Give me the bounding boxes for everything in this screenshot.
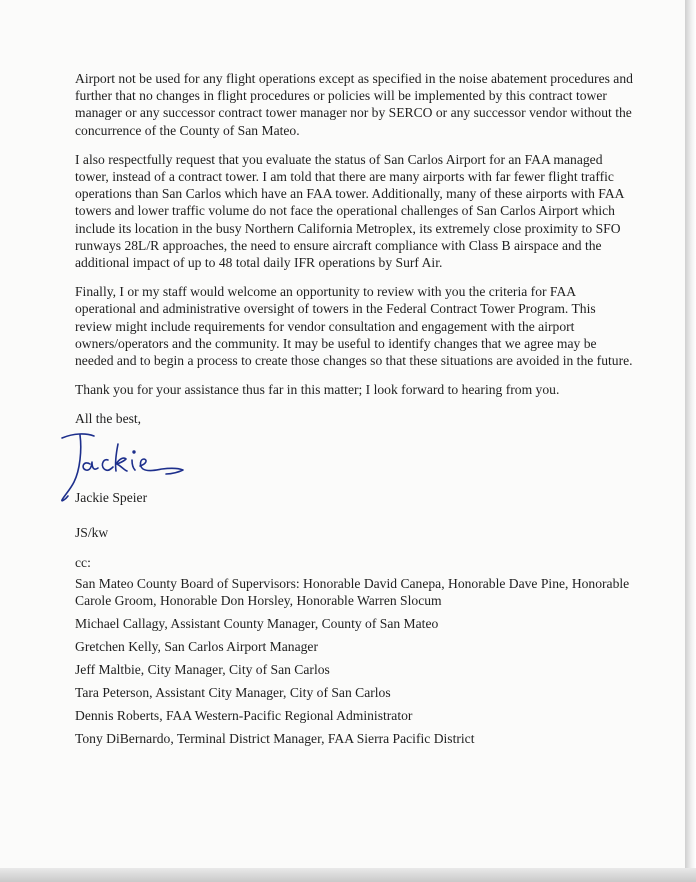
closing: All the best,: [75, 411, 142, 427]
paragraph-thank-you: Thank you for your assistance thus far in this matter; I look forward to hearing from you.: [75, 382, 560, 398]
cc-item: Dennis Roberts, FAA Western-Pacific Regional Administrator: [75, 708, 413, 723]
cc-list: [75, 575, 640, 753]
signer-name: Jackie Speier: [75, 490, 148, 505]
typist-initials: JS/kw: [75, 525, 109, 540]
cc-item: San Mateo County Board of Supervisors: Honorable David Canepa, Honorable Dave Pine, Honorable Carole Groom, Honorable Don Horsley, Honorable Warren Slocum: [75, 576, 630, 608]
cc-item: Jeff Maltbie, City Manager, City of San Carlos: [75, 662, 330, 677]
letter-body: [75, 70, 635, 440]
paragraph-noise-abatement: Airport not be used for any flight operations except as specified in the noise abatement procedures and further that no changes in flight procedures or policies will be implemented by this contract tower manager or any successor contract tower manager nor by SERCO or any successor vendor without the concurrence of the County of San Mateo.: [75, 71, 633, 138]
scan-edge-right: [685, 0, 696, 882]
cc-label: cc:: [75, 555, 91, 570]
cc-item: Tara Peterson, Assistant City Manager, City of San Carlos: [75, 685, 391, 700]
paragraph-faa-tower-request: I also respectfully request that you evaluate the status of San Carlos Airport for an FAA managed tower, instead of a contract tower. I am told that there are many airports with far fewer flight traffic operations than San Carlos which have an FAA tower. Additionally, many of these airports with FAA towers and lower traffic volume do not face the operational challenges of San Carlos Airport which include its location in the busy Northern California Metroplex, its extremely close proximity to SFO runways 28L/R approaches, the need to ensure aircraft compliance with Class B airspace and the additional impact of up to 48 total daily IFR operations by Surf Air.: [75, 151, 624, 271]
cc-item: Gretchen Kelly, San Carlos Airport Manager: [75, 639, 318, 654]
scan-edge-bottom: [0, 868, 696, 882]
cc-item: Michael Callagy, Assistant County Manager, County of San Mateo: [75, 616, 439, 631]
cc-item: Tony DiBernardo, Terminal District Manager, FAA Sierra Pacific District: [75, 731, 475, 746]
paragraph-review-criteria: Finally, I or my staff would welcome an opportunity to review with you the criteria for FAA operational and administrative oversight of towers in the Federal Contract Tower Program. This review might include requirements for vendor consultation and engagement with the airport owners/operators and the community. It may be useful to identify changes that we agree may be needed and to begin a process to create those changes so that these situations are avoided in the future.: [75, 284, 633, 369]
